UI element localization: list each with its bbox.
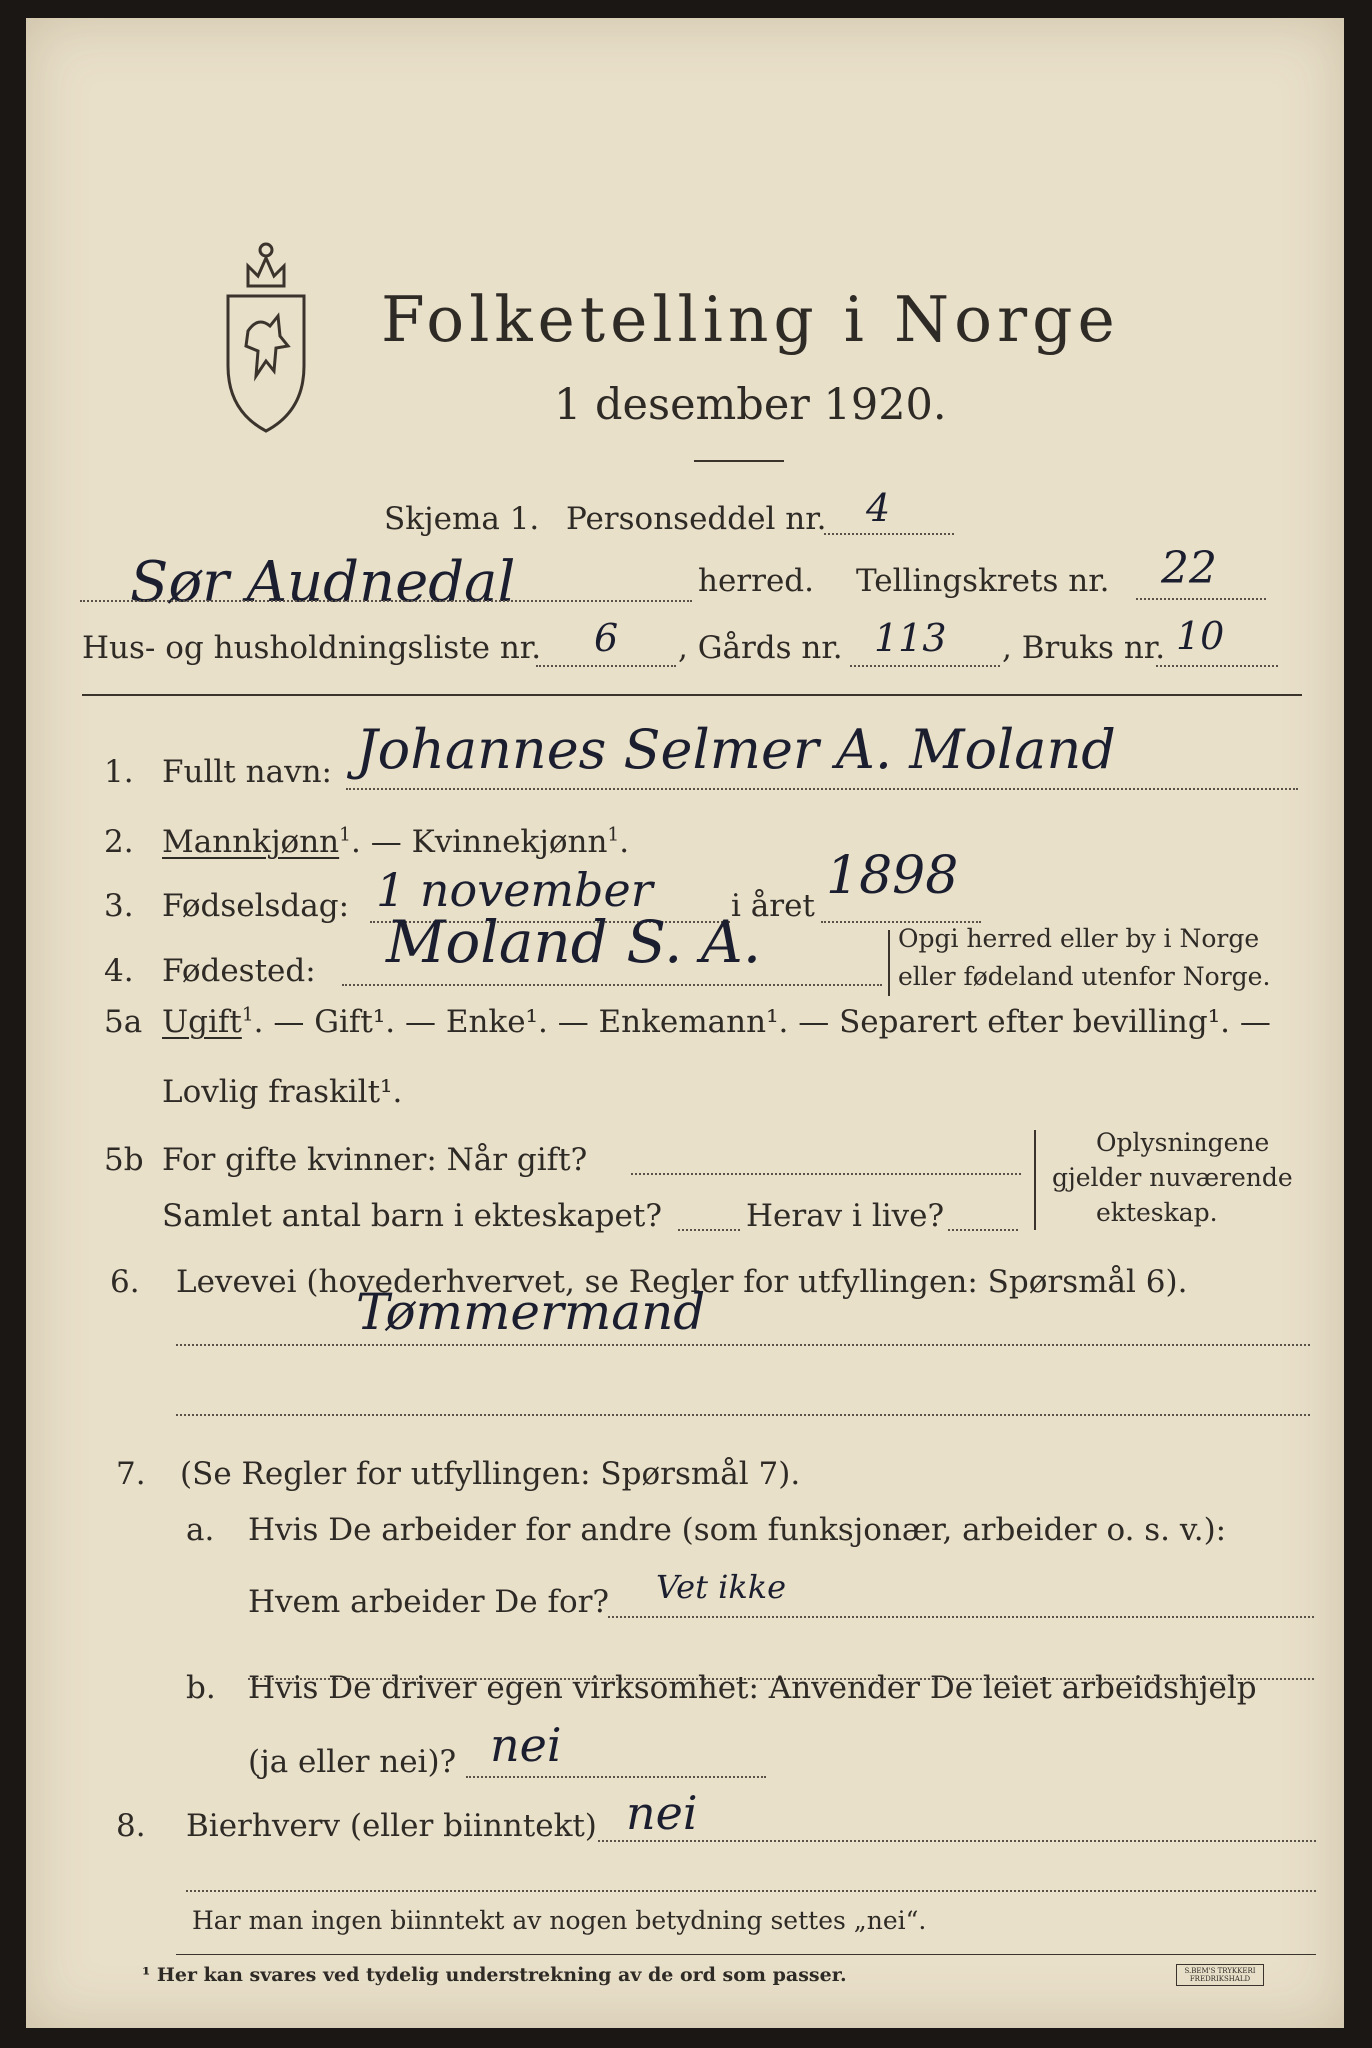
q8-field[interactable]	[598, 1840, 1316, 1842]
q5b-note-line1: Oplysningene	[1096, 1128, 1270, 1157]
gards-field[interactable]	[850, 665, 1000, 667]
q3-number: 3.	[104, 888, 134, 924]
q5b-alive-field[interactable]	[948, 1229, 1018, 1231]
q5b-line1: For gifte kvinner: Når gift?	[162, 1142, 588, 1178]
footer-divider	[176, 1954, 1316, 1955]
q3-year-value: 1898	[826, 846, 959, 906]
q4-value: Moland S. A.	[386, 908, 762, 976]
coat-of-arms-icon	[218, 236, 314, 436]
tellingskrets-field[interactable]	[1136, 598, 1266, 600]
q7a-value: Vet ikke	[656, 1568, 787, 1606]
personseddel-field[interactable]	[824, 533, 954, 535]
q6-label: Levevei (hovederhvervet, se Regler for utfyllingen: Spørsmål 6).	[176, 1264, 1188, 1300]
q5b-note-line2: gjelder nuværende	[1052, 1163, 1293, 1192]
q5b-number: 5b	[104, 1142, 144, 1178]
footnote: ¹ Her kan svares ved tydelig understrekning av de ord som passer.	[142, 1964, 847, 1986]
q1-number: 1.	[104, 754, 134, 790]
q6-field-1[interactable]	[176, 1344, 1310, 1346]
skjema-label: Skjema 1.	[384, 501, 540, 537]
q8-label: Bierhverv (eller biinntekt)	[186, 1808, 597, 1844]
q5b-line2b: Herav i live?	[746, 1198, 945, 1234]
title-divider	[694, 460, 784, 462]
form-date: 1 desember 1920.	[554, 380, 947, 430]
q1-label: Fullt navn:	[162, 754, 332, 790]
q7b-field[interactable]	[466, 1776, 766, 1778]
q4-field[interactable]	[342, 984, 882, 986]
hus-value: 6	[594, 616, 619, 660]
q7b-line2: (ja eller nei)?	[248, 1744, 457, 1780]
q5b-children-field[interactable]	[678, 1229, 740, 1231]
q4-number: 4.	[104, 953, 134, 989]
q5b-note-line3: ekteskap.	[1096, 1198, 1218, 1227]
q3-label: Fødselsdag:	[162, 888, 350, 924]
q2-male-option[interactable]: Mannkjønn	[162, 824, 340, 860]
hus-label: Hus- og husholdningsliste nr.	[82, 630, 542, 666]
bruks-label: , Bruks nr.	[1002, 630, 1166, 666]
q6-field-2[interactable]	[176, 1414, 1310, 1416]
q8-value: nei	[626, 1786, 698, 1840]
q5a-number: 5a	[104, 1004, 143, 1040]
herred-label: herred.	[698, 563, 814, 599]
q5a-options: Ugift$^1$. — Gift¹. — Enke¹. — Enkemann¹. — Separert efter bevilling¹. —	[162, 1004, 1271, 1040]
herred-field[interactable]	[80, 600, 692, 602]
q5b-married-field[interactable]	[631, 1173, 1021, 1175]
footer-note: Har man ingen biinntekt av nogen betydning settes „nei“.	[192, 1906, 927, 1935]
q2-options: Mannkjønn$^1$. — Kvinnekjønn$^1$.	[162, 824, 630, 860]
q3-year-label: i året	[731, 888, 815, 924]
q5a-line2: Lovlig fraskilt¹.	[162, 1074, 403, 1110]
q8-number: 8.	[116, 1808, 146, 1844]
q2-number: 2.	[104, 824, 134, 860]
q4-note-line1: Opgi herred eller by i Norge	[898, 924, 1260, 953]
q7-number: 7.	[116, 1456, 146, 1492]
printer-stamp: S.BEM'S TRYKKERI FREDRIKSHALD	[1176, 1964, 1264, 1986]
q7b-letter: b.	[186, 1670, 216, 1706]
q5b-note-brace	[1034, 1130, 1036, 1230]
tellingskrets-value: 22	[1161, 543, 1217, 594]
tellingskrets-label: Tellingskrets nr.	[856, 563, 1110, 599]
q4-label: Fødested:	[162, 953, 316, 989]
bruks-field[interactable]	[1156, 665, 1278, 667]
q4-note-line2: eller fødeland utenfor Norge.	[898, 962, 1271, 991]
q5b-line2a: Samlet antal barn i ekteskapet?	[162, 1198, 662, 1234]
q1-field[interactable]	[346, 788, 1298, 790]
q1-value: Johannes Selmer A. Moland	[356, 718, 1116, 781]
q7b-line1: Hvis De driver egen virksomhet: Anvender De leiet arbeidshjelp	[248, 1670, 1257, 1706]
q2-separator: . —	[351, 824, 412, 860]
gards-value: 113	[874, 616, 947, 660]
q3-day-value: 1 november	[376, 863, 653, 917]
q5a-ugift-option[interactable]: Ugift	[162, 1004, 242, 1040]
q6-value: Tømmermand	[356, 1283, 706, 1341]
gards-label: , Gårds nr.	[678, 630, 843, 666]
q7a-letter: a.	[186, 1512, 215, 1548]
form-title: Folketelling i Norge	[381, 283, 1120, 356]
q8-field-2[interactable]	[186, 1890, 1316, 1892]
q4-note-brace	[888, 930, 890, 996]
census-form-sheet	[26, 18, 1344, 2028]
herred-value: Sør Audnedal	[130, 550, 516, 615]
q7a-line1: Hvis De arbeider for andre (som funksjonær, arbeider o. s. v.):	[248, 1512, 1227, 1548]
personseddel-label: Personseddel nr.	[566, 501, 827, 537]
q7a-field[interactable]	[608, 1616, 1314, 1618]
personseddel-value: 4	[866, 486, 891, 530]
q7b-value: nei	[490, 1718, 562, 1772]
q2-female-option[interactable]: Kvinnekjønn	[411, 824, 608, 860]
header-divider	[82, 694, 1302, 696]
bruks-value: 10	[1176, 614, 1225, 658]
q6-number: 6.	[110, 1264, 140, 1300]
q7a-line2: Hvem arbeider De for?	[248, 1584, 610, 1620]
q3-year-field[interactable]	[821, 921, 981, 923]
q5a-other-options: . — Gift¹. — Enke¹. — Enkemann¹. — Separert efter bevilling¹. —	[253, 1004, 1271, 1040]
hus-field[interactable]	[536, 665, 676, 667]
q7-label: (Se Regler for utfyllingen: Spørsmål 7).	[180, 1456, 801, 1492]
